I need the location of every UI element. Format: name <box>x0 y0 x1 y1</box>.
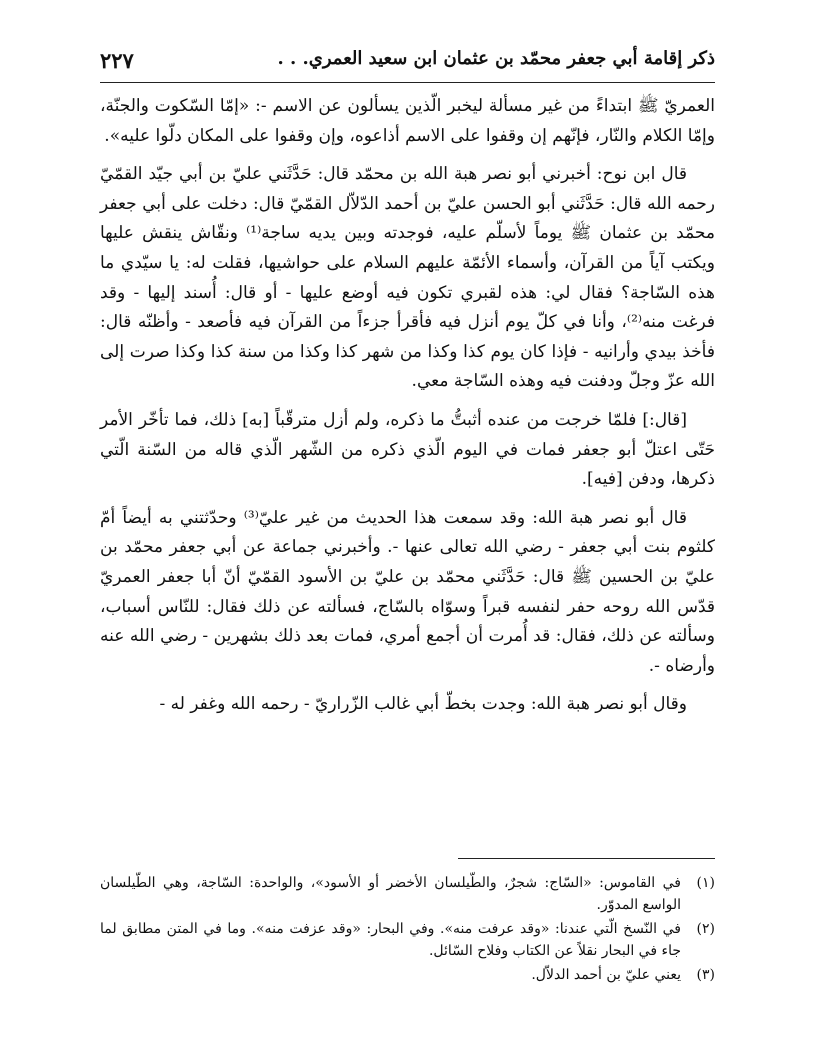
paragraph: العمريّ ﷺ ابتداءً من غير مسألة ليخبر الّذين يسألون عن الاسم -: «إمّا السّكوت والجنّة، وإمّا الكلام والنّار، فإنّهم إن وقفوا على الاسم أذاعوه، وإن وقفوا على المكان دلّوا عليه». <box>100 96 715 146</box>
footnote-number: (٣) <box>696 967 715 983</box>
footnote <box>100 964 715 986</box>
paragraph: وقال أبو نصر هبة الله: وجدت بخطّ أبي غالب الزّراريّ - رحمه الله وغفر له - <box>159 694 687 715</box>
paragraph: قال ابن نوح: أخبرني أبو نصر هبة الله بن محمّد قال: حَدَّثَني عليّ بن أبي جيّد القمّيّ رحمه الله قال: حَدَّثَني أبو الحسن عليّ بن أحمد الدّلاّل القمّيّ قال: دخلت على أبي جعفر محمّد بن عثمان ﷺ يوماً لأسلّم عليه، فوجدته وبين يديه ساجة⁽¹⁾ ونقّاش ينقش عليها ويكتب آياً من القرآن، وأسماء الأئمّة عليهم السلام على حواشيها، فقلت له: يا سيّدي ما هذه السّاجة؟ فقال لي: هذه لقبري تكون فيه أوضع عليها - أو قال: أُسند إليها - وقد فرغت منه⁽²⁾، وأنا في كلّ يوم أنزل فيه فأقرأ جزءاً من القرآن فيه فأصعد - وأظنّه قال: فأخذ بيدي وأرانيه - فإذا كان يوم كذا وكذا من شهر كذا وكذا من سنة كذا وكذا صرت إلى الله عزّ وجلّ ودفنت فيه وهذه السّاجة معي. <box>100 164 715 392</box>
paragraph: قال أبو نصر هبة الله: وقد سمعت هذا الحديث من غير عليّ⁽³⁾ وحدّثتني به أيضاً أمّ كلثوم بنت أبي جعفر - رضي الله تعالى عنها -. وأخبرني جماعة عن أبي جعفر محمّد بن عليّ بن الحسين ﷺ قال: حَدَّثَني محمّد بن عليّ بن الأسود القمّيّ أنّ أبا جعفر العمريّ قدّس الله روحه حفر لنفسه قبراً وسوّاه بالسّاج، فسألته عن ذلك فقال: للنّاس أسباب، وسألته عن ذلك، فقال: قد أُمرت أن أجمع أمري، فمات بعد ذلك بشهرين - رضي الله عنه وأرضاه -. <box>100 507 715 676</box>
footnotes <box>100 872 715 988</box>
footnote-text: يعني عليّ بن أحمد الدلاّل. <box>531 967 681 983</box>
running-title: ذكر إقامة أبي جعفر محمّد بن عثمان ابن سعيد العمري. . . <box>277 48 715 69</box>
page-header <box>100 42 715 83</box>
footnote-text: في القاموس: «السّاج: شجرٌ، والطّيلسان الأخضر أو الأسود»، والواحدة: السّاجة، وهي الطّيلسان الواسع المدوّر. <box>100 875 681 913</box>
footnote-divider <box>458 858 715 859</box>
paragraph: [قال:] فلمّا خرجت من عنده أثبتُّ ما ذكره، ولم أزل مترقّباً [به] ذلك، فما تأخّر الأمر حَتّى اعتلّ أبو جعفر فمات في اليوم الّذي ذكره من الشّهر الّذي قاله من السّنة الّتي ذكرها، ودفن [فيه]. <box>100 409 715 490</box>
page-number: ٢٢٧ <box>100 48 134 73</box>
footnote-number: (١) <box>696 875 715 891</box>
footnote <box>100 918 715 962</box>
footnote-text: في النّسخ الّتي عندنا: «وقد عرفت منه». وفي البحار: «وقد عزفت منه». وما في المتن مطابق لما جاء في البحار نقلاً عن الكتاب وفلاح السّائل. <box>100 921 681 959</box>
footnote-number: (٢) <box>696 921 715 937</box>
footnote <box>100 872 715 916</box>
body-text <box>100 92 715 729</box>
